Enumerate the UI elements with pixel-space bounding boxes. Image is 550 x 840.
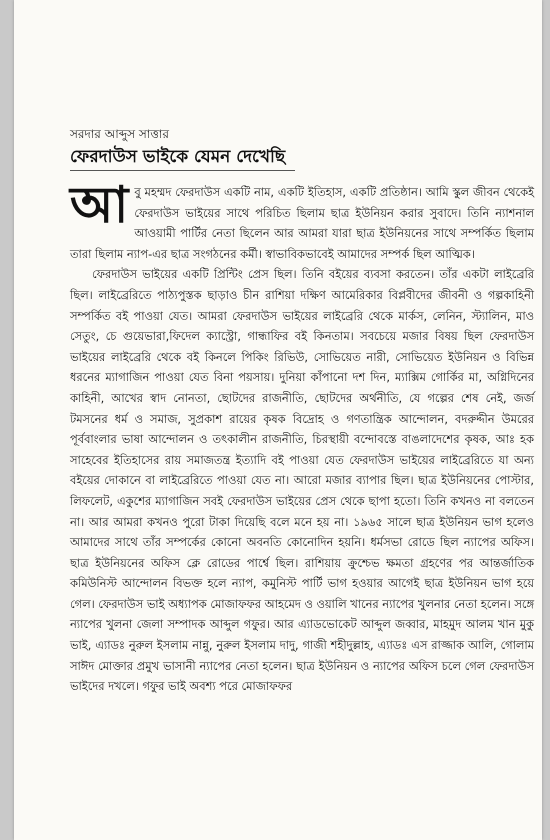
book-page	[14, 0, 542, 840]
paragraph-1	[70, 176, 534, 264]
paragraph-2: ফেরদাউস ভাইয়ের একটি প্রিন্টিং প্রেস ছিল। তিনি বইয়ের ব্যবসা করতেন। তাঁর একটা লাইব্রেরি ছিল। লাইব্রেরিতে পাঠ্যপুস্তক ছাড়াও চীন রাশিয়া দক্ষিণ আমেরিকার বিপ্লবীদের জীবনী ও গল্পকাহিনী সম্পর্কিত বই পাওয়া যেত। আমরা ফেরদাউস ভাইয়ের লাইব্রেরি থেকে মার্কস, লেনিন, স্ট্যালিন, মাও সেতুং, চে গুয়েভারা,ফিদেল ক্যাস্ট্রো, গান্ধাফির বই কিনতাম। সবচেয়ে মজার বিষয় ছিল ফেরদাউস ভাইয়ের লাইব্রেরি থেকে বই কিনলে পিকিং রিভিউ, সোভিয়েত নারী, সোভিয়েত ইউনিয়ন ও বিভিন্ন ধরনের ম্যাগাজিন পাওয়া যেত বিনা পয়সায়। দুনিয়া কাঁপানো দশ দিন, ম্যাক্সিম গোর্কির মা, অগ্নিদিনের কাহিনী, আখের স্বাদ নোনতা, ছোটদের রাজনীতি, ছোটদের অর্থনীতি, যে গল্পের শেষ নেই, জর্জ টমসনের ধর্ম ও সমাজ, সুপ্রকাশ রায়ের কৃষক বিদ্রোহ ও গণতান্ত্রিক আন্দোলন, বদরুদ্দীন উমরের পূর্ববাংলার ভাষা আন্দোলন ও তৎকালীন রাজনীতি, চিরস্থায়ী বন্দোবস্তে বাঙলাদেশের কৃষক, আঃ হক সাহেবের ইতিহাসের রায় সমাজতন্ত্র ইত্যাদি বই পাওয়া যেত ফেরদাউস ভাইয়ের লাইব্রেরিতে যা অন্য বইয়ের দোকানে বা লাইব্রেরিতে পাওয়া যেত না। আরো মজার ব্যাপার ছিল। ছাত্র ইউনিয়নের পোস্টার, লিফলেট, একুশের ম্যাগাজিন সবই ফেরদাউস ভাইয়ের প্রেস থেকে ছাপা হতো। তিনি কখনও না বলতেন না। আর আমরা কখনও পুরো টাকা দিয়েছি বলে মনে হয় না। ১৯৬৫ সালে ছাত্র ইউনিয়ন ভাগ হলেও আমাদের সাথে তাঁর সম্পর্কের কোনো অবনতি কোনোদিন হয়নি। ধর্মসভা রোডে ছিল ন্যাপের অফিস। ছাত্র ইউনিয়নের অফিস ক্লে রোডের পার্শ্বে ছিল। রাশিয়ায় ক্রুশ্চেভ ক্ষমতা গ্রহণের পর আন্তর্জাতিক কমিউনিস্ট আন্দোলন বিভক্ত হলে ন্যাপ, কমুনিস্ট পার্টি ভাগ হওয়ার আগেই ছাত্র ইউনিয়ন ভাগ হয়ে গেল। ফেরদাউস ভাই অধ্যাপক মোজাফফর আহমেদ ও ওয়ালি খানের ন্যাপের খুলনার নেতা হলেন। সঙ্গে ন্যাপের খুলনা জেলা সম্পাদক আব্দুল গফুর। আর এ্যাডভোকেট আব্দুল জব্বার, মাহমুদ আলম খান মুকু ভাই, এ্যাডঃ নুরুল ইসলাম নান্নু, নুরুল ইসলাম দাদু, গাজী শহীদুল্লাহ, এ্যাডঃ এস রাজ্জাক আলি, গোলাম সাঈদ মোক্তার প্রমুখ ভাসানী ন্যাপের নেতা হলেন। ছাত্র ইউনিয়ন ও ন্যাপের অফিস চলে গেল ফেরদাউস ভাইদের দখলে। গফুর ভাই অবশ্য পরে মোজাফফর	[70, 267, 534, 694]
title-underline	[70, 170, 295, 171]
article-body	[70, 176, 534, 697]
drop-cap: আ	[70, 176, 129, 234]
chapter-title: ফেরদাউস ভাইকে যেমন দেখেছি	[70, 147, 286, 167]
author-name: সরদার আব্দুস সাত্তার	[70, 127, 169, 141]
paragraph-1-text: বু মহম্মদ ফেরদাউস একটি নাম, একটি ইতিহাস, একটি প্রতিষ্ঠান। আমি স্কুল জীবন থেকেই ফেরদাউস ভাইয়ের সাথে পরিচিত ছিলাম ছাত্র ইউনিয়ন করার সুবাদে। তিনি ন্যাশনাল আওয়ামী পার্টির নেতা ছিলেন আর আমরা যারা ছাত্র ইউনিয়নের সাথে সম্পর্কিত ছিলাম তারা ছিলাম ন্যাপ-এর ছাত্র সংগঠনের কর্মী। স্বাভাবিকভাবেই আমাদের সম্পর্ক ছিল আত্মিক।	[70, 185, 534, 261]
